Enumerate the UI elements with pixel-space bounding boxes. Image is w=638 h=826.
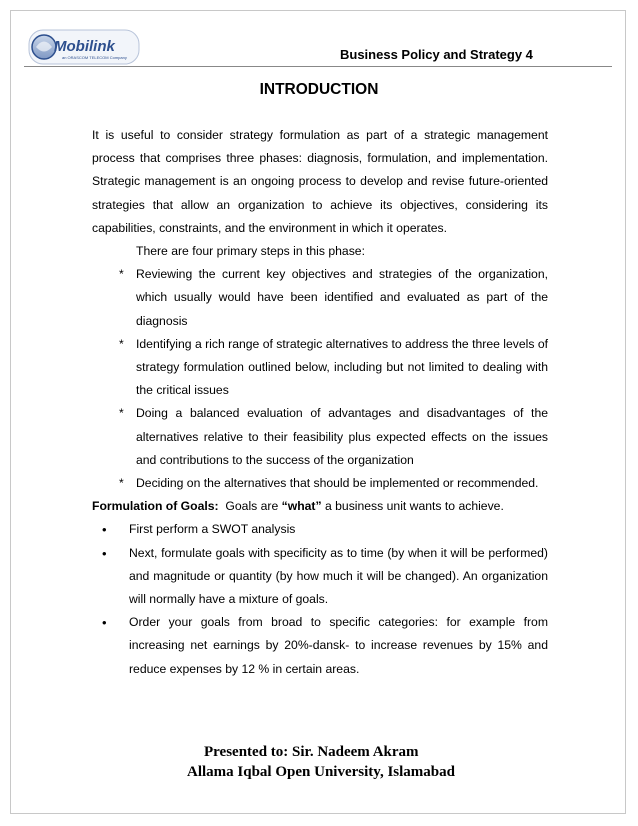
list-item: * Doing a balanced evaluation of advantages and disadvantages of the alternatives relative to their feasibility plus expected effects on the issues and contributions to the success of the organization xyxy=(92,402,548,472)
asterisk-bullet: * xyxy=(119,476,124,491)
list-item: * Reviewing the current key objectives and strategies of the organization, which usually would have been identified and evaluated as part of the diagnosis xyxy=(92,263,548,333)
intro-paragraph: It is useful to consider strategy formulation as part of a strategic management process that comprises three phases: diagnosis, formulation, and implementation. Strategic management is an ongoing process to develop and revise future-oriented strategies that allow an organization to achieve its objectives, considering its capabilities, constraints, and the environment in which it operates. xyxy=(92,128,548,235)
logo-subtext: an ORASCOM TELECOM Company xyxy=(62,55,127,60)
asterisk-bullet: * xyxy=(119,267,124,282)
footer-presented-to: Presented to: Sir. Nadeem Akram xyxy=(204,744,419,760)
header-divider xyxy=(24,66,612,67)
goals-list xyxy=(92,518,548,680)
header-title: Business Policy and Strategy 4 xyxy=(340,47,533,62)
dot-bullet: • xyxy=(102,615,107,631)
goals-emphasis: “what” xyxy=(281,499,322,514)
goals-heading-line xyxy=(92,495,548,518)
logo-wordmark: Mobilink xyxy=(54,38,115,55)
list-item: * Identifying a rich range of strategic alternatives to address the three levels of strategy formulation outlined below, including but not limited to dealing with the critical issues xyxy=(92,333,548,403)
goals-text-after: a business unit wants to achieve. xyxy=(324,499,504,514)
list-item: * Deciding on the alternatives that should be implemented or recommended. xyxy=(92,472,548,495)
mobilink-logo xyxy=(28,26,140,68)
steps-intro: There are four primary steps in this phase: xyxy=(136,244,365,259)
section-title: INTRODUCTION xyxy=(259,81,379,98)
dot-bullet: • xyxy=(102,545,107,561)
list-item: • First perform a SWOT analysis xyxy=(92,518,548,541)
dot-bullet: • xyxy=(102,522,107,538)
document-body xyxy=(92,124,548,681)
footer-university: Allama Iqbal Open University, Islamabad xyxy=(187,764,455,780)
list-item: • Order your goals from broad to specific categories: for example from increasing net earnings by 20%-dansk- to increase revenues by 15% and reduce expenses by 12 % in certain areas. xyxy=(92,611,548,681)
steps-list xyxy=(92,263,548,495)
asterisk-bullet: * xyxy=(119,336,124,351)
list-item: • Next, formulate goals with specificity as to time (by when it will be performed) and magnitude or quantity (by how much it will be changed). An organization will normally have a mixture of goals. xyxy=(92,542,548,612)
goals-text-before: Goals are xyxy=(225,499,279,514)
asterisk-bullet: * xyxy=(119,406,124,421)
goals-label: Formulation of Goals: xyxy=(92,499,219,514)
